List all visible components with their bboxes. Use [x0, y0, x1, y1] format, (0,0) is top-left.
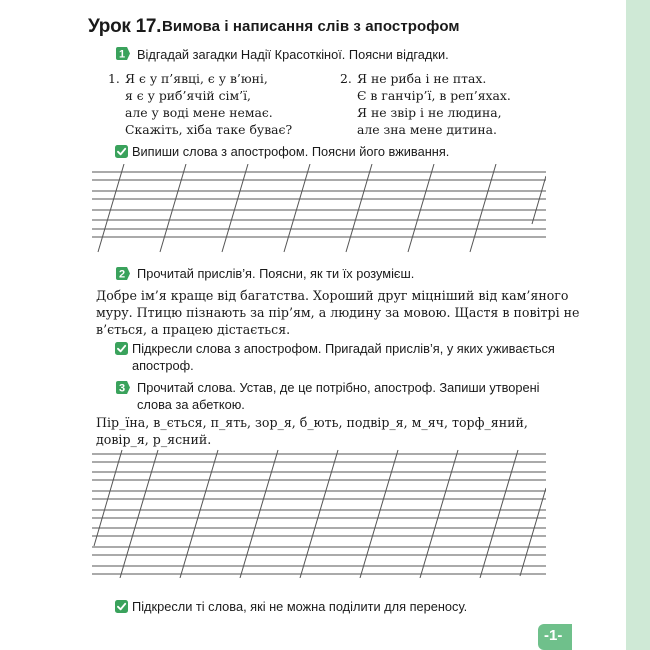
svg-text:1: 1 — [118, 48, 126, 61]
svg-text:2: 2 — [118, 268, 126, 281]
riddle-line: Скажіть, хіба таке буває? — [125, 122, 293, 137]
proverb-line: в’ється, а працею дістається. — [96, 322, 291, 337]
words-line: довір_я, р_ясний. — [96, 432, 212, 447]
lesson-title: Вимова і написання слів з апострофом — [162, 18, 460, 35]
checkmark-icon — [115, 145, 128, 158]
writing-lines-block[interactable] — [92, 448, 546, 578]
words-line: Пір_їна, в_ється, п_ять, зор_я, б_ють, подвір_я, м_яч, торф_яний, — [96, 415, 528, 430]
riddle-line: Я не звір і не людина, — [357, 105, 502, 120]
lesson-header — [88, 14, 588, 40]
task1-subtask: Випиши слова з апострофом. Поясни його вживання. — [132, 144, 450, 159]
page-number: -1- — [544, 627, 563, 644]
svg-text:3: 3 — [118, 382, 126, 395]
riddle-1-number: 1. — [108, 71, 120, 86]
proverb-line: Добре ім’я краще від багатства. Хороший друг міцніший від кам’яного — [96, 288, 569, 303]
subtask-line: апостроф. — [132, 358, 194, 373]
proverb-line: муру. Птицю пізнають за пір’ям, а людину за мовою. Щастя в повітрі не — [96, 305, 580, 320]
task-number-badge-icon — [116, 266, 131, 281]
task3-subtask: Підкресли ті слова, які не можна поділити для переносу. — [132, 599, 468, 614]
riddle-2-number: 2. — [340, 71, 352, 86]
checkmark-icon — [115, 600, 128, 613]
instruction-line: Прочитай слова. Устав, де це потрібно, апостроф. Запиши утворені — [137, 380, 540, 395]
task-number-badge-icon — [116, 380, 131, 395]
lesson-number: Урок 17. — [88, 16, 162, 37]
checkmark-icon — [115, 342, 128, 355]
riddle-line: але у воді мене немає. — [125, 105, 273, 120]
riddle-line: Я не риба і не птах. — [357, 71, 487, 86]
riddle-line: я є у риб’ячій сім’ї, — [125, 88, 251, 103]
riddle-line: Є в ганчір’ї, в реп’яхах. — [357, 88, 511, 103]
writing-lines-block[interactable] — [92, 164, 546, 256]
subtask-line: Підкресли слова з апострофом. Пригадай прислів’я, у яких уживається — [132, 341, 555, 356]
instruction-line: слова за абеткою. — [137, 397, 245, 412]
task1-instruction: Відгадай загадки Надії Красоткіної. Поясни відгадки. — [137, 47, 449, 62]
task-number-badge-icon — [116, 46, 131, 61]
riddle-line: але зна мене дитина. — [357, 122, 497, 137]
page-edge-strip — [626, 0, 650, 650]
riddle-line: Я є у п’явці, є у в’юні, — [125, 71, 268, 86]
task2-instruction: Прочитай прислів’я. Поясни, як ти їх розумієш. — [137, 266, 415, 281]
